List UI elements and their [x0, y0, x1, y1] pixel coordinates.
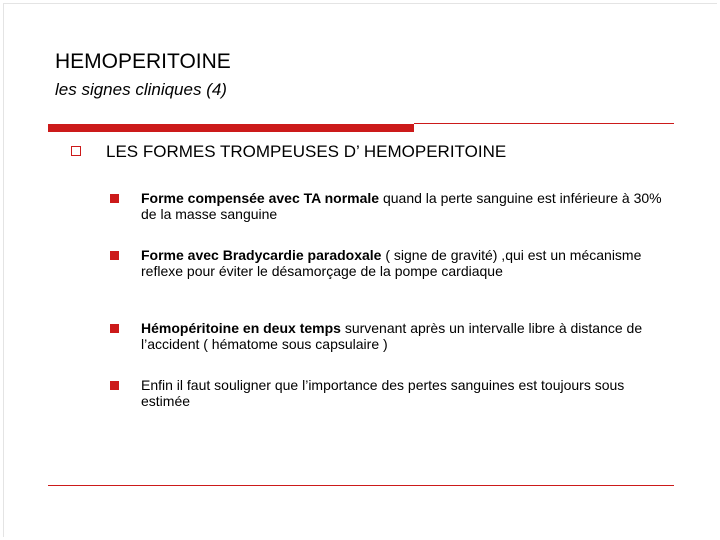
- item-bold-text: Forme avec Bradycardie paradoxale: [141, 247, 382, 263]
- hollow-square-bullet-icon: [71, 146, 81, 156]
- item-text: ( signe de gravité) ,qui est un mécanisme reflexe pour éviter le désamorçage de la pompe cardiaque: [141, 247, 642, 279]
- item-text: quand la perte sanguine est inférieure à 30% de la masse sanguine: [141, 190, 662, 222]
- title-underline-thin: [414, 123, 674, 124]
- list-item: [141, 320, 671, 352]
- footer-rule: [48, 485, 674, 486]
- slide-subtitle: les signes cliniques (4): [55, 80, 227, 99]
- frame-border-top: [3, 3, 717, 4]
- item-text: Enfin il faut souligner que l’importance des pertes sanguines est toujours sous estimée: [141, 377, 625, 409]
- filled-square-bullet-icon: [110, 381, 119, 390]
- filled-square-bullet-icon: [110, 251, 119, 260]
- list-item: [141, 190, 671, 222]
- filled-square-bullet-icon: [110, 194, 119, 203]
- section-heading: LES FORMES TROMPEUSES D’ HEMOPERITOINE: [106, 142, 507, 161]
- item-bold-text: Hémopéritoine en deux temps: [141, 320, 341, 336]
- frame-border-left: [3, 3, 4, 537]
- item-text: survenant après un intervalle libre à distance de l’accident ( hématome sous capsulaire ): [141, 320, 643, 352]
- list-item: [141, 377, 671, 409]
- filled-square-bullet-icon: [110, 324, 119, 333]
- item-bold-text: Forme compensée avec TA normale: [141, 190, 380, 206]
- slide-title: HEMOPERITOINE: [55, 50, 231, 73]
- list-item: [141, 247, 671, 279]
- title-underline-thick: [48, 124, 414, 132]
